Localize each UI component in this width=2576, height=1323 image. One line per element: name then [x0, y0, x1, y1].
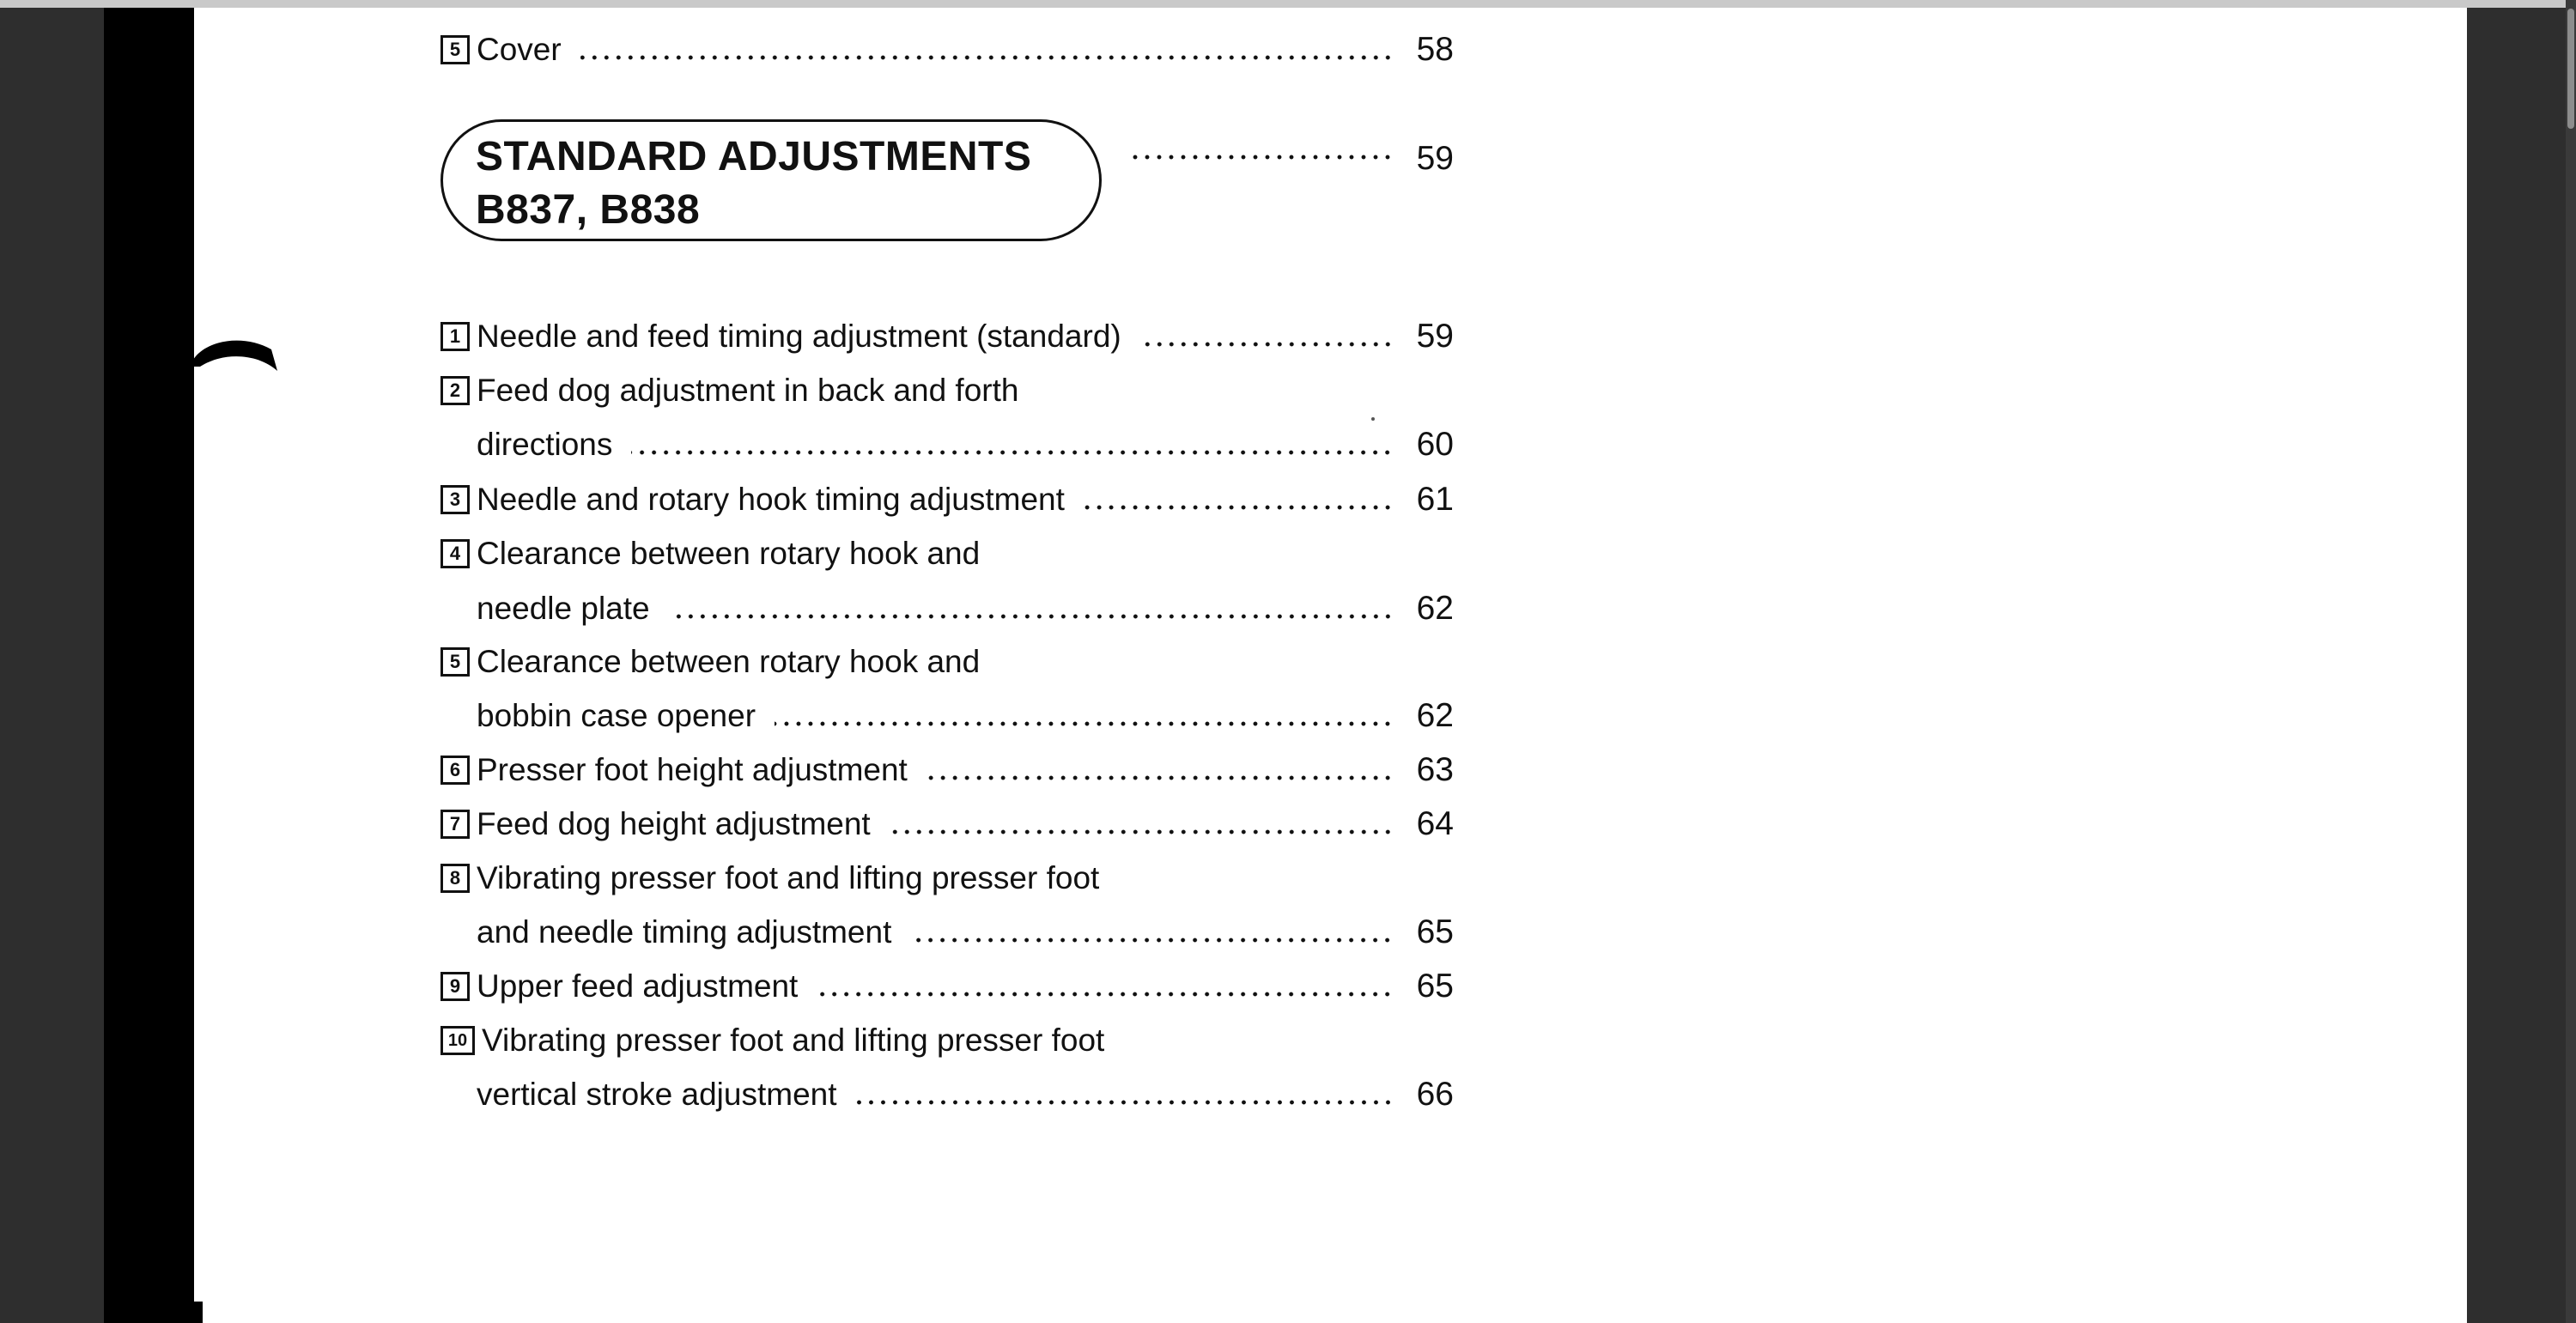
table-of-contents [104, 8, 2467, 1323]
toc-entry-8[interactable] [440, 854, 1454, 902]
toc-entry-3[interactable] [440, 476, 1454, 524]
toc-entry-4[interactable] [440, 530, 1454, 578]
entry-number-box: 4 [440, 539, 470, 568]
entry-number-box: 7 [440, 810, 470, 839]
toc-entry-10[interactable] [440, 1017, 1454, 1065]
toc-entry-9[interactable] [440, 962, 1454, 1010]
toc-entry-2-continued[interactable] [440, 421, 1454, 469]
entry-number-box: 8 [440, 864, 470, 893]
viewer-top-edge [0, 0, 2576, 8]
entry-page-number: 59 [1416, 318, 1454, 355]
section-heading-models: B837, B838 [476, 187, 701, 233]
toc-section-heading[interactable] [440, 119, 1454, 248]
entry-number-box: 2 [440, 376, 470, 405]
entry-title: Presser foot height adjustment [477, 752, 908, 787]
entry-title-continued: directions [477, 427, 613, 462]
entry-title: Cover [477, 32, 562, 67]
entry-number-box: 9 [440, 972, 470, 1001]
dot-leader [1140, 341, 1394, 348]
toc-entry-5-continued[interactable] [440, 692, 1454, 740]
entry-title-continued: bobbin case opener [477, 698, 756, 733]
dot-leader [910, 937, 1394, 944]
dot-leader [669, 613, 1394, 620]
dot-leader [775, 720, 1394, 727]
toc-entry-10-continued[interactable] [440, 1071, 1454, 1119]
entry-number-box: 5 [440, 647, 470, 677]
entry-title: Clearance between rotary hook and [477, 644, 981, 679]
vertical-scrollbar[interactable] [2566, 0, 2576, 1323]
toc-entry-7[interactable] [440, 800, 1454, 848]
entry-number-box: 3 [440, 485, 470, 514]
entry-title: Vibrating presser foot and lifting presser foot [482, 1023, 1105, 1058]
section-page-number: 59 [1416, 140, 1454, 177]
entry-title-continued: and needle timing adjustment [477, 914, 892, 950]
dot-leader [817, 991, 1394, 998]
entry-page-number: 64 [1416, 805, 1454, 842]
entry-page-number: 58 [1416, 31, 1454, 68]
toc-entry-8-continued[interactable] [440, 908, 1454, 956]
toc-entry-5[interactable] [440, 638, 1454, 686]
entry-number-box: 5 [440, 35, 470, 64]
scrollbar-thumb[interactable] [2567, 9, 2574, 129]
entry-page-number: 60 [1416, 426, 1454, 463]
toc-entry-6[interactable] [440, 746, 1454, 794]
dot-leader [1127, 154, 1394, 161]
entry-title: Feed dog height adjustment [477, 806, 871, 841]
document-page [104, 8, 2467, 1323]
section-heading-box [440, 119, 1102, 241]
entry-number-box: 6 [440, 756, 470, 785]
entry-page-number: 65 [1416, 968, 1454, 1004]
entry-title: Vibrating presser foot and lifting presser foot [477, 860, 1100, 895]
toc-entry-2[interactable] [440, 367, 1454, 415]
dot-leader [1084, 504, 1394, 511]
dot-leader [856, 1099, 1394, 1106]
entry-page-number: 66 [1416, 1076, 1454, 1113]
entry-title: Needle and feed timing adjustment (standard) [477, 319, 1121, 354]
section-heading-title: STANDARD ADJUSTMENTS [476, 134, 1032, 179]
entry-page-number: 63 [1416, 751, 1454, 788]
toc-entry-cover[interactable] [440, 26, 1454, 74]
dot-leader [580, 54, 1394, 61]
entry-page-number: 65 [1416, 913, 1454, 950]
entry-number-box: 10 [440, 1026, 475, 1055]
entry-page-number: 62 [1416, 590, 1454, 627]
dot-leader [631, 449, 1394, 456]
dot-leader [890, 828, 1394, 835]
entry-title: Feed dog adjustment in back and forth [477, 373, 1019, 408]
entry-title-continued: needle plate [477, 591, 650, 626]
toc-entry-1[interactable] [440, 313, 1454, 361]
entry-title: Clearance between rotary hook and [477, 536, 981, 571]
entry-title-continued: vertical stroke adjustment [477, 1077, 837, 1112]
entry-title: Upper feed adjustment [477, 968, 799, 1004]
dot-leader [927, 774, 1394, 781]
entry-page-number: 61 [1416, 481, 1454, 518]
entry-number-box: 1 [440, 322, 470, 351]
entry-page-number: 62 [1416, 697, 1454, 734]
toc-entry-4-continued[interactable] [440, 585, 1454, 633]
entry-title: Needle and rotary hook timing adjustment [477, 482, 1065, 517]
